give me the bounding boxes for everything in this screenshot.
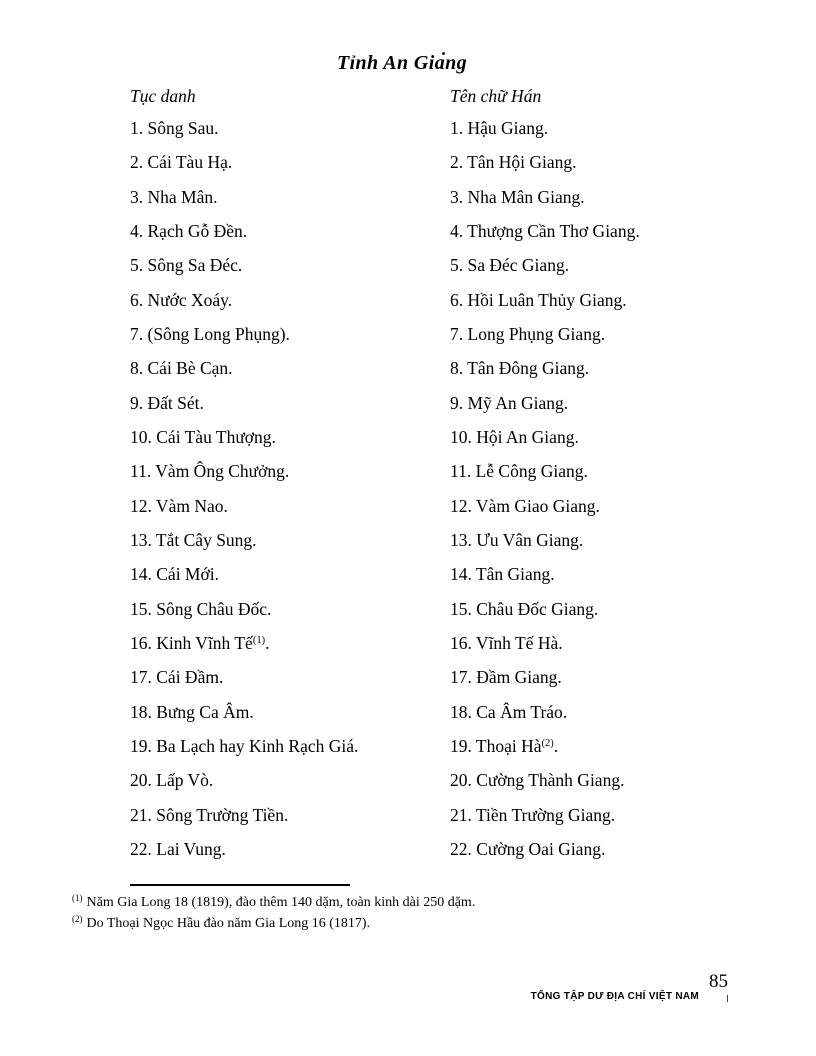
- footnote-1-marker: (1): [72, 893, 83, 903]
- column-header-tuc-danh: Tục danh: [130, 86, 196, 106]
- ten-chu-han-cell: 16. Vĩnh Tế Hà.: [450, 632, 563, 653]
- tuc-danh-cell: 22. Lai Vung.: [130, 838, 226, 859]
- table-row: [0, 660, 816, 694]
- footnote-ref-1: (1): [252, 634, 266, 646]
- ten-chu-han-cell: 15. Châu Đốc Giang.: [450, 598, 599, 619]
- place-name-table: [0, 111, 816, 866]
- tuc-danh-cell: 12. Vàm Nao.: [130, 495, 228, 516]
- tuc-danh-cell: [130, 626, 450, 660]
- tuc-danh-cell: 9. Đất Sét.: [130, 392, 204, 413]
- ten-chu-han-cell: 20. Cường Thành Giang.: [450, 770, 625, 791]
- table-row: [0, 763, 816, 797]
- table-row: [0, 180, 816, 214]
- table-row: [0, 798, 816, 832]
- ten-chu-han-cell: 2. Tân Hội Giang.: [450, 152, 577, 173]
- running-footer-title: TỔNG TẬP DƯ ĐỊA CHÍ VIỆT NAM: [530, 991, 699, 1002]
- tuc-danh-cell: 13. Tắt Cây Sung.: [130, 529, 257, 550]
- table-row: [0, 489, 816, 523]
- tuc-danh-cell: 15. Sông Châu Đốc.: [130, 598, 272, 619]
- ten-chu-han-text: 19. Thoại Hà: [450, 735, 542, 756]
- ten-chu-han-cell: 17. Đầm Giang.: [450, 667, 562, 688]
- table-row: [0, 695, 816, 729]
- tuc-danh-cell: 17. Cái Đầm.: [130, 667, 224, 688]
- table-row: [0, 557, 816, 591]
- tuc-danh-cell: 1. Sông Sau.: [130, 118, 219, 138]
- tuc-danh-cell: 20. Lấp Vò.: [130, 770, 214, 791]
- ten-chu-han-cell: 18. Ca Âm Tráo.: [450, 701, 568, 722]
- ten-chu-han-cell: 3. Nha Mân Giang.: [450, 186, 585, 207]
- table-row: [0, 420, 816, 454]
- table-row: [0, 386, 816, 420]
- ten-chu-han-cell: 14. Tân Giang.: [450, 564, 555, 585]
- tuc-danh-cell: 10. Cái Tàu Thượng.: [130, 426, 276, 447]
- tuc-danh-period: .: [265, 632, 270, 653]
- ten-chu-han-cell: 13. Ưu Vân Giang.: [450, 529, 584, 550]
- ten-chu-han-cell: 5. Sa Đéc Giang.: [450, 255, 570, 276]
- tuc-danh-cell: 2. Cái Tàu Hạ.: [130, 152, 233, 173]
- footnote-2-text: Do Thoại Ngọc Hầu đào năm Gia Long 16 (1817).: [86, 915, 371, 931]
- footnotes: [72, 893, 475, 934]
- table-row: [0, 523, 816, 557]
- tuc-danh-cell: 4. Rạch Gỗ Đền.: [130, 220, 248, 241]
- table-row: [0, 454, 816, 488]
- tuc-danh-cell: 11. Vàm Ông Chưởng.: [130, 461, 290, 482]
- page-number: 85: [709, 971, 728, 992]
- ten-chu-han-cell: 10. Hội An Giang.: [450, 426, 579, 447]
- footnote-separator-rule: [130, 884, 350, 886]
- scan-artifact-tick: [727, 995, 728, 1002]
- footnote-2-marker: (2): [72, 913, 83, 924]
- ten-chu-han-cell: 7. Long Phụng Giang.: [450, 323, 606, 344]
- tuc-danh-cell: 18. Bưng Ca Âm.: [130, 701, 254, 722]
- ten-chu-han-cell: 21. Tiền Trường Giang.: [450, 804, 616, 825]
- ten-chu-han-period: .: [553, 735, 559, 756]
- ten-chu-han-cell: 12. Vàm Giao Giang.: [450, 495, 600, 516]
- ten-chu-han-cell: 6. Hồi Luân Thủy Giang.: [450, 289, 627, 310]
- table-row: [0, 626, 816, 660]
- tuc-danh-cell: 5. Sông Sa Đéc.: [130, 255, 243, 276]
- table-row: [0, 351, 816, 385]
- column-header-ten-chu-han: Tên chữ Hán: [450, 86, 542, 106]
- tuc-danh-cell: 21. Sông Trường Tiền.: [130, 804, 289, 825]
- ten-chu-han-cell: 22. Cường Oai Giang.: [450, 838, 606, 859]
- ten-chu-han-cell: 11. Lễ Công Giang.: [450, 461, 588, 482]
- table-row: [0, 592, 816, 626]
- tuc-danh-cell: 8. Cái Bè Cạn.: [130, 358, 233, 379]
- ten-chu-han-cell: 1. Hậu Giang.: [450, 118, 549, 138]
- tuc-danh-text: 16. Kinh Vĩnh Tế: [130, 632, 253, 653]
- table-row: [0, 248, 816, 282]
- tuc-danh-cell: 7. (Sông Long Phụng).: [130, 323, 290, 344]
- page-title: Tỉnh An Giang: [336, 52, 468, 74]
- footnote-2: [72, 914, 475, 935]
- tuc-danh-cell: 6. Nước Xoáy.: [130, 289, 233, 310]
- ten-chu-han-cell: [450, 729, 816, 763]
- table-row: [0, 317, 816, 351]
- table-row: [0, 214, 816, 248]
- footnote-1-text: Năm Gia Long 18 (1819), đào thêm 140 dặm, toàn kinh dài 250 dặm.: [86, 895, 476, 910]
- table-row: [0, 111, 816, 145]
- tuc-danh-cell: 14. Cái Mới.: [130, 564, 219, 585]
- table-row: [0, 283, 816, 317]
- ten-chu-han-cell: 4. Thượng Cần Thơ Giang.: [450, 220, 640, 241]
- footnote-ref-2: (2): [541, 737, 554, 749]
- tuc-danh-cell: 19. Ba Lạch hay Kinh Rạch Giá.: [130, 735, 359, 756]
- table-row: [0, 145, 816, 179]
- footnote-1: [72, 893, 475, 914]
- table-row: [0, 832, 816, 866]
- table-row: [0, 729, 816, 763]
- ten-chu-han-cell: 9. Mỹ An Giang.: [450, 392, 569, 413]
- ten-chu-han-cell: 8. Tân Đông Giang.: [450, 358, 590, 379]
- tuc-danh-cell: 3. Nha Mân.: [130, 186, 218, 207]
